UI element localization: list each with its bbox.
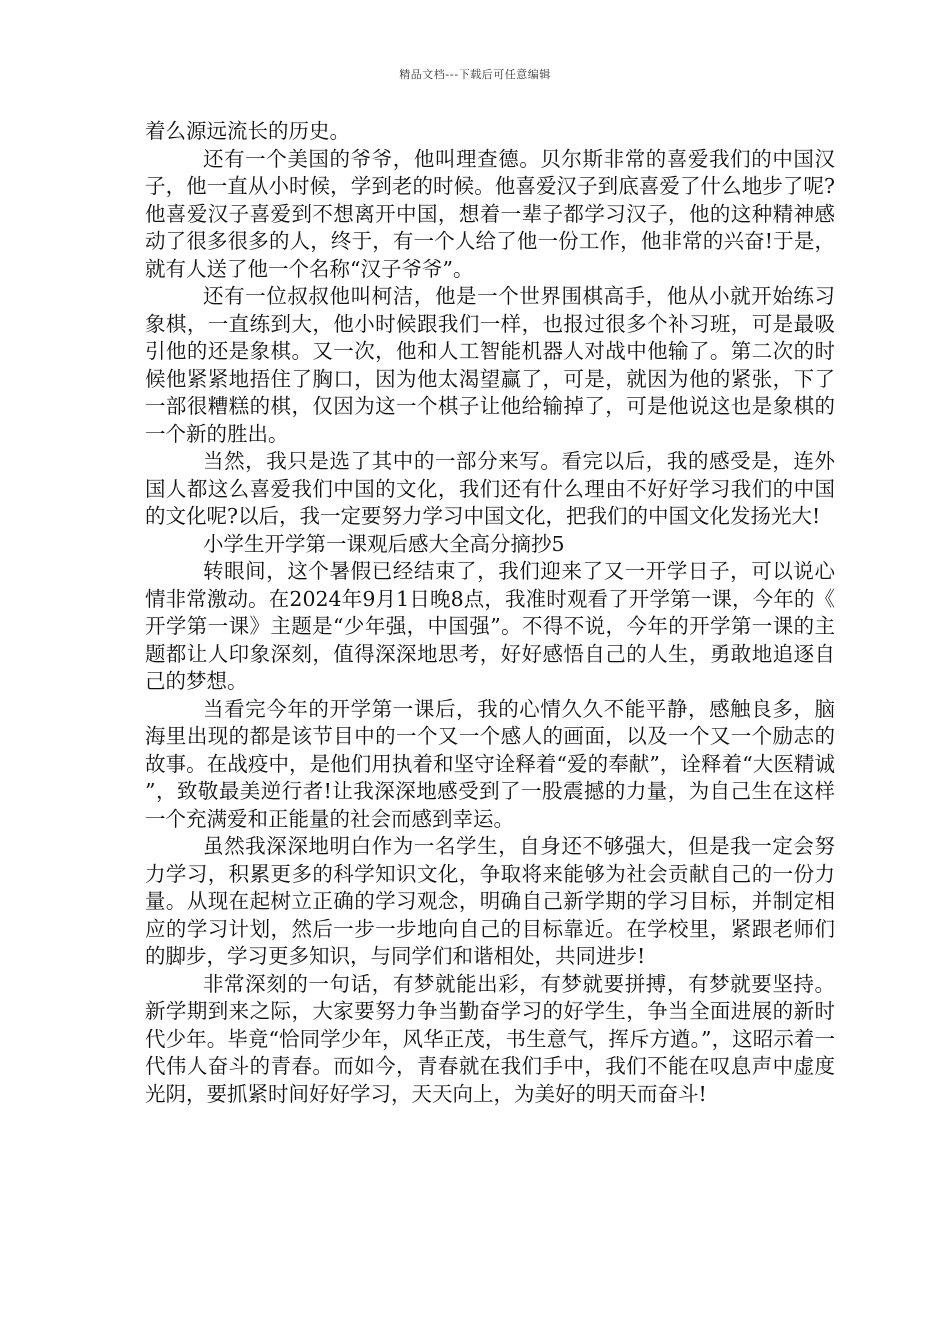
paragraph: 着么源远流长的历史。 (145, 119, 350, 143)
paragraph: 当看完今年的开学第一课后，我的心情久久不能平静，感触良多，脑海里出现的都是该节目中的一个又一个感人的画面，以及一个又一个励志的故事。在战疫中，是他们用执着和坚守诠释着“爱的奉献”，诠释着“大医精诚”，致敬最美逆行者!让我深深地感受到了一股震撼的力量，为自己生在这样一个充满爱和正能量的社会而感到幸运。 (145, 696, 835, 831)
paragraph: 当然，我只是选了其中的一部分来写。看完以后，我的感受是，连外国人都这么喜爱我们中国的文化，我们还有什么理由不好好学习我们的中国的文化呢?以后，我一定要努力学习中国文化，把我们的中国文化发扬光大! (145, 449, 835, 528)
section-heading: 小学生开学第一课观后感大全高分摘抄5 (203, 531, 565, 556)
paragraph: 转眼间，这个暑假已经结束了，我们迎来了又一开学日子，可以说心情非常激动。在2024年9月1日晚8点，我准时观看了开学第一课，今年的《开学第一课》主题是“少年强，中国强”。不得不说，今年的开学第一课的主题都让人印象深刻，值得深深地思考，好好感悟自己的人生，勇敢地追逐自己的梦想。 (145, 559, 835, 693)
document-body (145, 118, 835, 1108)
paragraph: 还有一位叔叔他叫柯洁，他是一个世界围棋高手，他从小就开始练习象棋，一直练到大，他小时候跟我们一样，也报过很多个补习班，可是最吸引他的还是象棋。又一次，他和人工智能机器人对战中他输了。第二次的时候他紧紧地捂住了胸口，因为他太渴望赢了，可是，就因为他的紧张，下了一部很糟糕的棋，仅因为这一个棋子让他给输掉了，可是他说这也是象棋的一个新的胜出。 (145, 284, 835, 446)
paragraph: 非常深刻的一句话，有梦就能出彩，有梦就要拼搏，有梦就要坚持。新学期到来之际，大家要努力争当勤奋学习的好学生，争当全面进展的新时代少年。毕竟“恰同学少年，风华正茂，书生意气，挥斥方遒。”，这昭示着一代伟人奋斗的青春。而如今，青春就在我们手中，我们不能在叹息声中虚度光阴，要抓紧时间好好学习，天天向上，为美好的明天而奋斗! (145, 971, 835, 1106)
paragraph: 还有一个美国的爷爷，他叫理查德。贝尔斯非常的喜爱我们的中国汉子，他一直从小时候，学到老的时候。他喜爱汉子到底喜爱了什么地步了呢?他喜爱汉子喜爱到不想离开中国，想着一辈子都学习汉子，他的这种精神感动了很多很多的人，终于，有一个人给了他一份工作，他非常的兴奋!于是，就有人送了他一个名称“汉子爷爷”。 (145, 146, 835, 281)
page-header: 精品文档---下载后可任意编辑 (399, 68, 551, 81)
paragraph: 虽然我深深地明白作为一名学生，自身还不够强大，但是我一定会努力学习，积累更多的科学知识文化，争取将来能够为社会贡献自己的一份力量。从现在起树立正确的学习观念，明确自己新学期的学习目标，并制定相应的学习计划，然后一步一步地向自己的目标靠近。在学校里，紧跟老师们的脚步，学习更多知识，与同学们和谐相处，共同进步! (145, 834, 835, 968)
